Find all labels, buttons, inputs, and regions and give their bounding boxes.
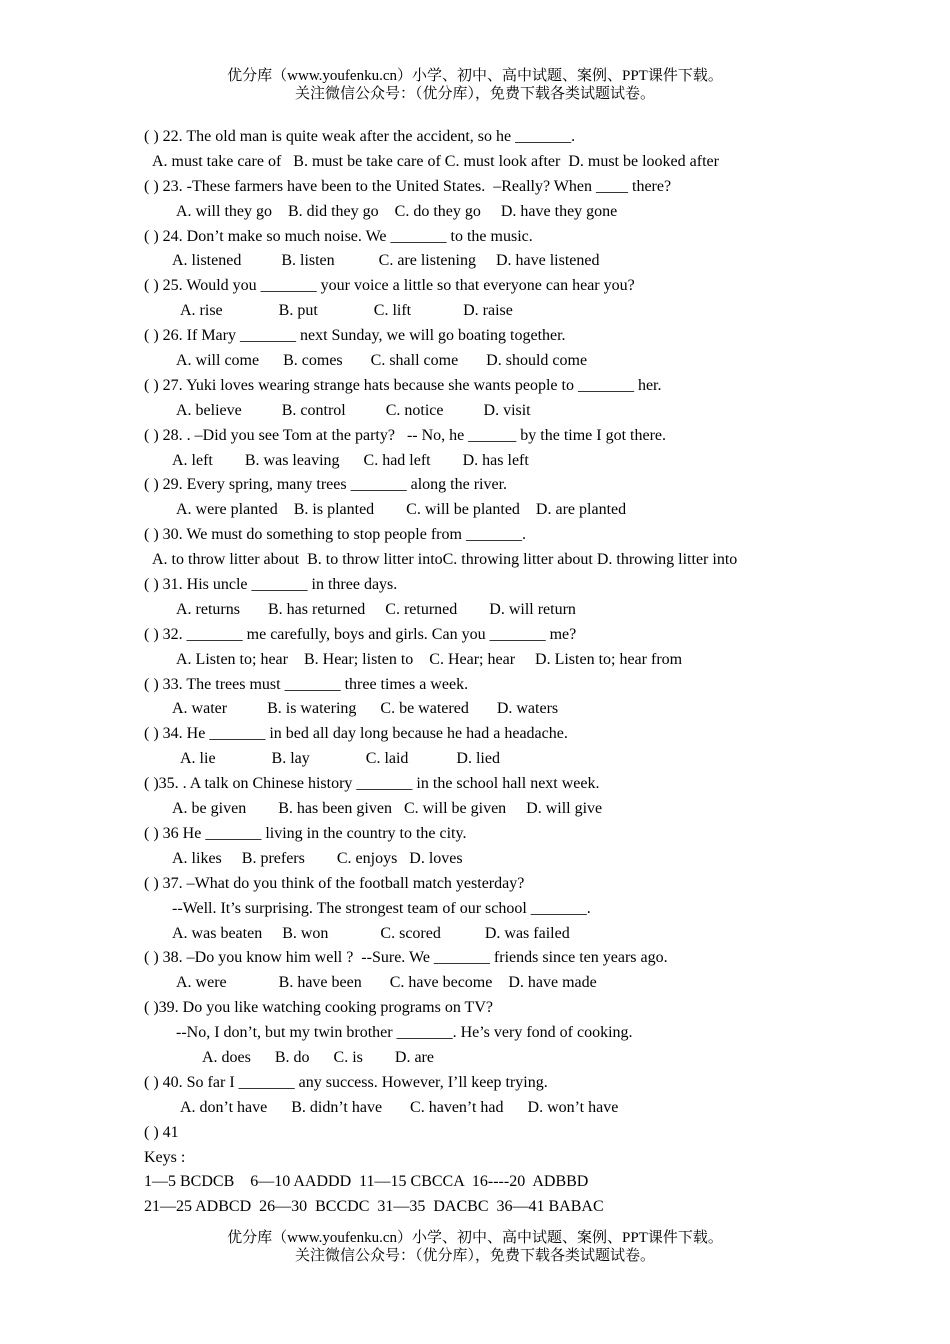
question-line: ( ) 41 bbox=[144, 1123, 179, 1141]
question-line: ( ) 25. Would you _______ your voice a little so that everyone can hear you? bbox=[144, 277, 635, 295]
header-line-1: 优分库（www.youfenku.cn）小学、初中、高中试题、案例、PPT课件下载。 bbox=[227, 68, 723, 84]
answer-options-line: A. likes B. prefers C. enjoys D. loves bbox=[172, 849, 463, 867]
question-line: ( ) 27. Yuki loves wearing strange hats because she wants people to _______ her. bbox=[144, 376, 662, 394]
answer-options-line: A. must take care of B. must be take care of C. must look after D. must be looked after bbox=[152, 152, 719, 170]
answer-options-line: A. lie B. lay C. laid D. lied bbox=[180, 750, 500, 768]
exam-content bbox=[144, 125, 884, 1220]
header-line-2: 关注微信公众号：（优分库），免费下载各类试题试卷。 bbox=[294, 86, 655, 102]
answer-options-line: --Well. It’s surprising. The strongest team of our school _______. bbox=[172, 899, 591, 917]
answer-options-line: A. don’t have B. didn’t have C. haven’t had D. won’t have bbox=[180, 1098, 619, 1116]
question-line: 1—5 BCDCB 6—10 AADDD 11—15 CBCCA 16----20 ADBBD bbox=[144, 1173, 589, 1191]
question-line: ( ) 40. So far I _______ any success. However, I’ll keep trying. bbox=[144, 1073, 548, 1091]
question-line: ( )35. . A talk on Chinese history _______ in the school hall next week. bbox=[144, 775, 600, 793]
answer-options-line: A. returns B. has returned C. returned D. will return bbox=[176, 600, 576, 618]
question-line: ( )39. Do you like watching cooking programs on TV? bbox=[144, 999, 493, 1017]
answer-options-line: A. believe B. control C. notice D. visit bbox=[176, 401, 531, 419]
footer-line-2: 关注微信公众号：（优分库），免费下载各类试题试卷。 bbox=[294, 1248, 655, 1264]
question-line: ( ) 22. The old man is quite weak after the accident, so he _______. bbox=[144, 128, 576, 145]
question-line: ( ) 30. We must do something to stop people from _______. bbox=[144, 526, 526, 544]
question-line: ( ) 34. He _______ in bed all day long because he had a headache. bbox=[144, 725, 568, 743]
answer-options-line: A. will they go B. did they go C. do they go D. have they gone bbox=[176, 202, 618, 220]
question-line: ( ) 38. –Do you know him well ? --Sure. We _______ friends since ten years ago. bbox=[144, 949, 668, 967]
answer-options-line: A. will come B. comes C. shall come D. should come bbox=[176, 352, 588, 370]
answer-options-line: A. water B. is watering C. be watered D. waters bbox=[172, 700, 559, 718]
answer-options-line: A. Listen to; hear B. Hear; listen to C. Hear; hear D. Listen to; hear from bbox=[176, 650, 683, 668]
question-line: ( ) 23. -These farmers have been to the United States. –Really? When ____ there? bbox=[144, 177, 672, 195]
answer-options-line: A. does B. do C. is D. are bbox=[202, 1048, 434, 1066]
question-line: ( ) 33. The trees must _______ three times a week. bbox=[144, 675, 469, 693]
question-line: ( ) 29. Every spring, many trees _______ along the river. bbox=[144, 476, 508, 494]
question-line: ( ) 24. Don’t make so much noise. We _______ to the music. bbox=[144, 227, 533, 245]
answer-options-line: A. were planted B. is planted C. will be planted D. are planted bbox=[176, 501, 627, 519]
question-line: ( ) 28. . –Did you see Tom at the party? -- No, he ______ by the time I got there. bbox=[144, 426, 667, 444]
question-line: ( ) 32. _______ me carefully, boys and girls. Can you _______ me? bbox=[144, 625, 577, 643]
answer-options-line: A. were B. have been C. have become D. have made bbox=[176, 974, 597, 992]
question-line: 21—25 ADBCD 26—30 BCCDC 31—35 DACBC 36—41 BABAC bbox=[144, 1198, 604, 1216]
answer-options-line: A. listened B. listen C. are listening D. have listened bbox=[172, 252, 600, 270]
question-line: ( ) 36 He _______ living in the country to the city. bbox=[144, 824, 467, 842]
answer-options-line: A. to throw litter about B. to throw litter intoC. throwing litter about D. throwing litter into bbox=[152, 551, 738, 569]
page-header bbox=[0, 67, 950, 103]
answer-options-line: A. was beaten B. won C. scored D. was failed bbox=[172, 924, 570, 942]
question-line: ( ) 26. If Mary _______ next Sunday, we will go boating together. bbox=[144, 327, 566, 345]
answer-options-line: A. rise B. put C. lift D. raise bbox=[180, 302, 513, 320]
answer-options-line: A. be given B. has been given C. will be given D. will give bbox=[172, 800, 603, 818]
answer-options-line: A. left B. was leaving C. had left D. has left bbox=[172, 451, 529, 469]
footer-line-1: 优分库（www.youfenku.cn）小学、初中、高中试题、案例、PPT课件下载。 bbox=[227, 1230, 723, 1246]
question-line: ( ) 37. –What do you think of the football match yesterday? bbox=[144, 874, 525, 892]
answer-options-line: --No, I don’t, but my twin brother _______. He’s very fond of cooking. bbox=[176, 1024, 633, 1042]
page-footer bbox=[0, 1229, 950, 1265]
question-line: Keys : bbox=[144, 1148, 186, 1166]
question-line: ( ) 31. His uncle _______ in three days. bbox=[144, 576, 398, 594]
